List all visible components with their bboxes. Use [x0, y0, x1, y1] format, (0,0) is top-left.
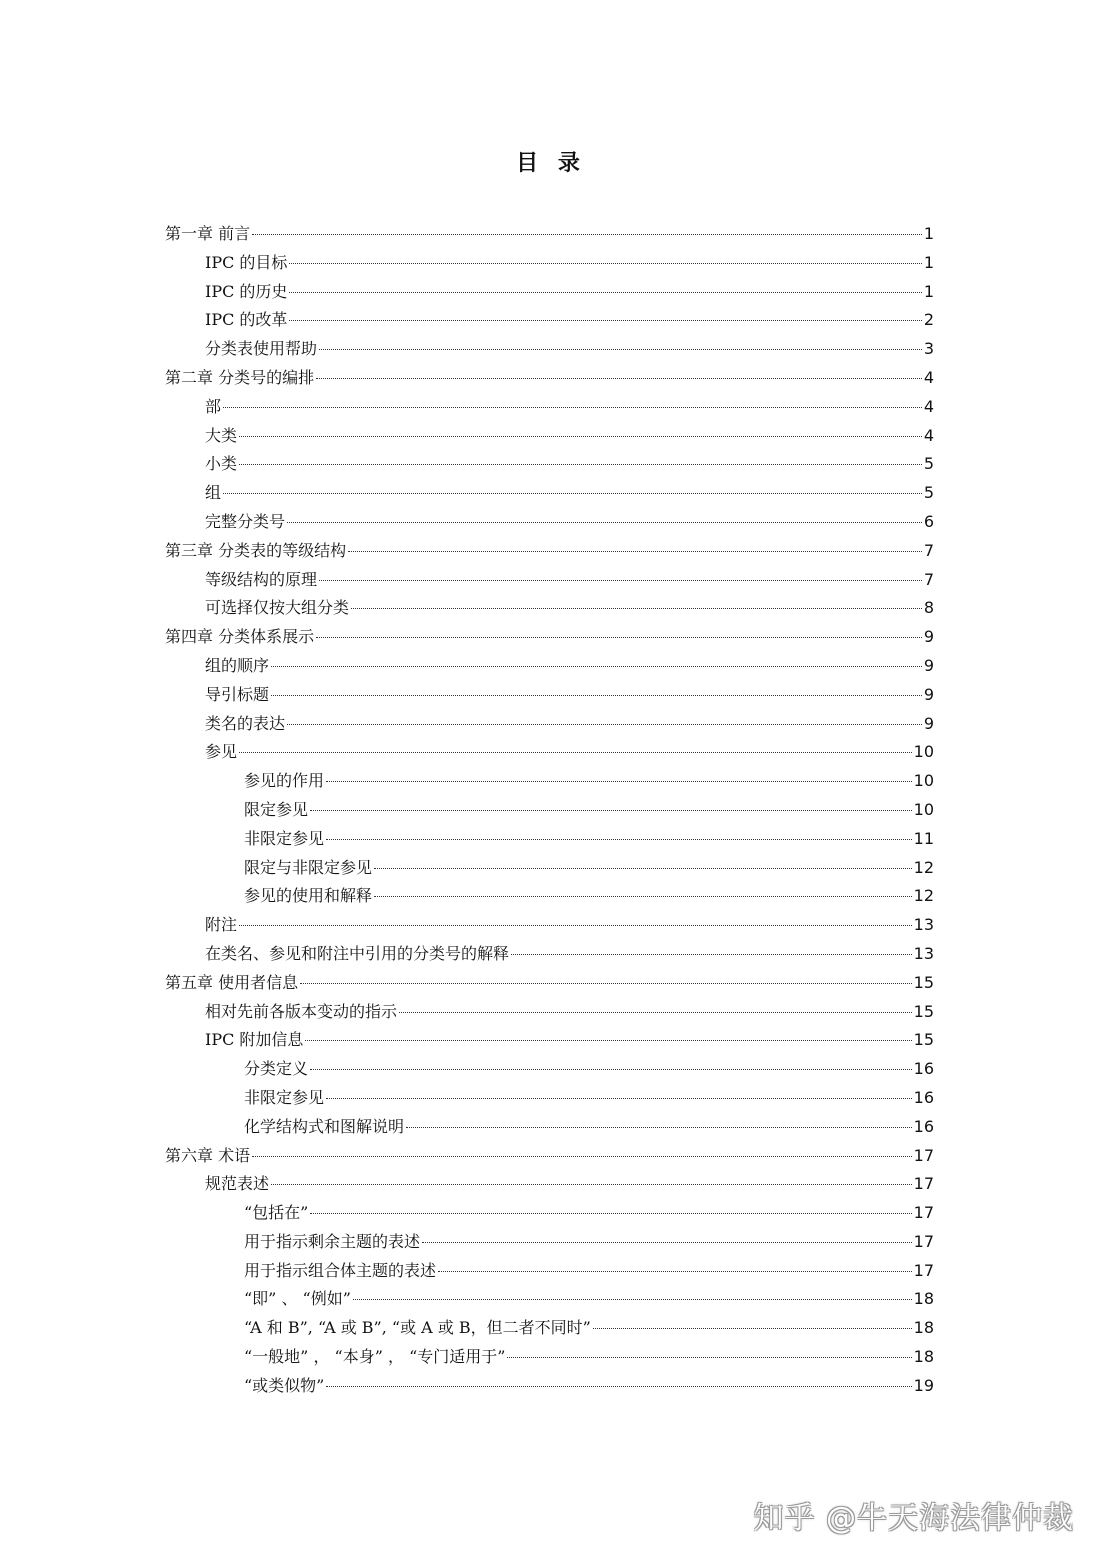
toc-entry-page-number: 12	[913, 857, 934, 877]
toc-entry-title: 分类表使用帮助	[205, 339, 318, 359]
toc-entry-page-number: 10	[913, 742, 934, 762]
toc-dot-leader	[399, 1012, 912, 1013]
toc-dot-leader	[326, 781, 912, 782]
toc-entry-page-number: 7	[923, 569, 934, 589]
toc-dot-leader	[348, 551, 922, 552]
toc-entry-title: 附注	[205, 915, 238, 935]
toc-entry-title: 在类名、参见和附注中引用的分类号的解释	[205, 943, 510, 963]
toc-entry-title: 限定参见	[244, 799, 309, 819]
toc-entry[interactable]	[165, 566, 934, 595]
toc-dot-leader	[326, 1098, 912, 1099]
toc-dot-leader	[223, 407, 922, 408]
toc-entry[interactable]	[165, 969, 934, 998]
toc-entry[interactable]	[165, 738, 934, 767]
toc-entry-title: 用于指示组合体主题的表述	[244, 1260, 437, 1280]
watermark: 知乎 @牛天海法律仲裁	[753, 1501, 1074, 1536]
toc-dot-leader	[326, 1386, 911, 1387]
toc-entry-title: IPC 附加信息	[205, 1030, 304, 1050]
toc-dot-leader	[252, 1156, 912, 1157]
toc-entry[interactable]	[165, 393, 934, 422]
toc-entry-title: 组	[205, 483, 222, 503]
toc-entry-title: 第一章 前言	[165, 224, 251, 243]
toc-entry-page-number: 5	[923, 454, 934, 474]
toc-entry-title: 第五章 使用者信息	[165, 972, 299, 992]
toc-entry-title: 第二章 分类号的编排	[165, 367, 315, 387]
toc-entry-title: 非限定参见	[244, 1087, 325, 1107]
toc-dot-leader	[593, 1328, 912, 1329]
toc-entry-page-number: 9	[923, 655, 934, 675]
toc-entry-page-number: 18	[913, 1318, 934, 1338]
toc-dot-leader	[271, 666, 922, 667]
toc-entry[interactable]	[165, 422, 934, 451]
toc-dot-leader	[507, 1357, 911, 1358]
toc-dot-leader	[289, 292, 921, 293]
toc-dot-leader	[271, 695, 922, 696]
toc-entry-title: 参见的作用	[244, 771, 325, 791]
toc-entry-title: 限定与非限定参见	[244, 857, 373, 877]
toc-dot-leader	[305, 1040, 911, 1041]
toc-entry-title: 相对先前各版本变动的指示	[205, 1001, 398, 1021]
toc-entry[interactable]	[165, 796, 934, 825]
toc-entry-page-number: 17	[913, 1203, 934, 1223]
toc-dot-leader	[287, 522, 922, 523]
toc-entry-title: 化学结构式和图解说明	[244, 1116, 405, 1136]
table-of-contents	[165, 220, 934, 1401]
toc-dot-leader	[406, 1127, 912, 1128]
toc-entry-page-number: 4	[923, 367, 934, 387]
toc-dot-leader	[316, 378, 922, 379]
toc-entry[interactable]	[165, 1142, 934, 1171]
toc-entry-title: IPC 的目标	[205, 252, 288, 272]
toc-entry-title: 用于指示剩余主题的表述	[244, 1231, 421, 1251]
toc-entry[interactable]	[165, 1285, 934, 1314]
toc-entry-page-number: 4	[923, 396, 934, 416]
toc-entry[interactable]	[165, 1314, 934, 1343]
toc-entry-page-number: 1	[923, 252, 934, 272]
toc-entry-page-number: 15	[913, 972, 934, 992]
toc-entry-title: 参见的使用和解释	[244, 886, 373, 906]
toc-entry-title: IPC 的历史	[205, 281, 288, 301]
toc-entry[interactable]	[165, 767, 934, 796]
toc-entry-title: 第四章 分类体系展示	[165, 627, 315, 647]
toc-dot-leader	[319, 580, 922, 581]
toc-dot-leader	[316, 637, 922, 638]
toc-entry-page-number: 19	[913, 1375, 934, 1395]
toc-entry[interactable]	[165, 1343, 934, 1372]
toc-entry[interactable]	[165, 364, 934, 393]
toc-entry-page-number: 13	[913, 943, 934, 963]
toc-dot-leader	[438, 1271, 912, 1272]
toc-entry-title: 非限定参见	[244, 828, 325, 848]
toc-entry-title: “即” 、 “例如”	[244, 1289, 351, 1309]
toc-dot-leader	[289, 320, 921, 321]
toc-entry-page-number: 16	[913, 1116, 934, 1136]
toc-entry[interactable]	[165, 1113, 934, 1142]
toc-entry[interactable]	[165, 594, 934, 623]
toc-entry[interactable]	[165, 278, 934, 307]
toc-entry-title: 部	[205, 396, 222, 416]
toc-dot-leader	[353, 1299, 912, 1300]
toc-entry-title: 组的顺序	[205, 655, 270, 675]
toc-entry-page-number: 3	[923, 339, 934, 359]
toc-entry-title: 可选择仅按大组分类	[205, 598, 350, 618]
toc-dot-leader	[239, 752, 912, 753]
toc-dot-leader	[287, 724, 922, 725]
toc-entry-page-number: 4	[923, 425, 934, 445]
toc-dot-leader	[374, 868, 912, 869]
toc-dot-leader	[511, 954, 912, 955]
toc-entry-page-number: 17	[913, 1231, 934, 1251]
toc-entry-page-number: 6	[923, 511, 934, 531]
toc-entry-title: 第六章 术语	[165, 1145, 251, 1165]
toc-entry[interactable]	[165, 710, 934, 739]
toc-entry-page-number: 17	[913, 1174, 934, 1194]
toc-entry-title: “一般地” ， “本身” ， “专门适用于”	[244, 1347, 506, 1367]
toc-entry[interactable]	[165, 1170, 934, 1199]
toc-entry-page-number: 12	[913, 886, 934, 906]
toc-entry-page-number: 1	[923, 224, 934, 243]
toc-entry[interactable]	[165, 306, 934, 335]
page-title: 目 录	[516, 151, 586, 176]
toc-entry[interactable]	[165, 854, 934, 883]
toc-entry[interactable]	[165, 1372, 934, 1401]
toc-dot-leader	[374, 896, 912, 897]
toc-entry-title: 分类定义	[244, 1059, 309, 1079]
toc-entry-title: IPC 的改革	[205, 310, 288, 330]
toc-entry-page-number: 8	[923, 598, 934, 618]
toc-dot-leader	[223, 493, 922, 494]
toc-dot-leader	[310, 1069, 912, 1070]
toc-entry-title: “包括在”	[244, 1203, 309, 1223]
toc-entry-title: 参见	[205, 742, 238, 762]
toc-entry-page-number: 10	[913, 799, 934, 819]
toc-entry[interactable]	[165, 1199, 934, 1228]
toc-dot-leader	[300, 983, 912, 984]
toc-entry[interactable]	[165, 825, 934, 854]
toc-dot-leader	[351, 608, 922, 609]
toc-entry[interactable]	[165, 652, 934, 681]
toc-entry[interactable]	[165, 220, 934, 249]
toc-dot-leader	[422, 1242, 912, 1243]
toc-entry-page-number: 11	[913, 828, 934, 848]
toc-entry-page-number: 5	[923, 483, 934, 503]
toc-entry-page-number: 9	[923, 713, 934, 733]
toc-entry[interactable]	[165, 940, 934, 969]
toc-entry[interactable]	[165, 1026, 934, 1055]
toc-entry[interactable]	[165, 623, 934, 652]
toc-entry-title: 规范表述	[205, 1174, 270, 1194]
toc-entry-title: “A 和 B”, “A 或 B”, “或 A 或 B，但二者不同时”	[244, 1318, 591, 1338]
toc-entry-page-number: 7	[923, 540, 934, 560]
toc-dot-leader	[239, 464, 922, 465]
toc-entry-title: 等级结构的原理	[205, 569, 318, 589]
toc-entry-title: 第三章 分类表的等级结构	[165, 540, 347, 560]
toc-entry-title: 导引标题	[205, 684, 270, 704]
toc-entry-title: 完整分类号	[205, 511, 286, 531]
toc-dot-leader	[310, 810, 912, 811]
toc-dot-leader	[271, 1184, 912, 1185]
toc-entry-page-number: 18	[913, 1289, 934, 1309]
toc-entry-page-number: 13	[913, 915, 934, 935]
toc-entry-page-number: 9	[923, 684, 934, 704]
toc-entry-page-number: 1	[923, 281, 934, 301]
toc-entry[interactable]	[165, 998, 934, 1027]
toc-entry-page-number: 18	[913, 1347, 934, 1367]
toc-entry[interactable]	[165, 508, 934, 537]
toc-entry[interactable]	[165, 479, 934, 508]
toc-entry-page-number: 9	[923, 627, 934, 647]
toc-entry-title: “或类似物”	[244, 1375, 325, 1395]
toc-entry[interactable]	[165, 1228, 934, 1257]
toc-entry-title: 小类	[205, 454, 238, 474]
toc-dot-leader	[310, 1213, 911, 1214]
toc-entry-title: 类名的表达	[205, 713, 286, 733]
toc-entry-page-number: 15	[913, 1030, 934, 1050]
toc-entry-title: 大类	[205, 425, 238, 445]
toc-entry[interactable]	[165, 882, 934, 911]
toc-entry[interactable]	[165, 450, 934, 479]
toc-entry[interactable]	[165, 1055, 934, 1084]
toc-dot-leader	[239, 925, 912, 926]
toc-entry[interactable]	[165, 1084, 934, 1113]
toc-entry[interactable]	[165, 681, 934, 710]
toc-dot-leader	[289, 263, 921, 264]
toc-entry[interactable]	[165, 537, 934, 566]
toc-entry-page-number: 17	[913, 1145, 934, 1165]
toc-entry-page-number: 15	[913, 1001, 934, 1021]
toc-entry-page-number: 16	[913, 1059, 934, 1079]
toc-entry-page-number: 16	[913, 1087, 934, 1107]
toc-dot-leader	[326, 839, 912, 840]
toc-dot-leader	[239, 436, 922, 437]
toc-entry-page-number: 10	[913, 771, 934, 791]
toc-entry[interactable]	[165, 249, 934, 278]
toc-entry[interactable]	[165, 1257, 934, 1286]
toc-entry[interactable]	[165, 911, 934, 940]
toc-dot-leader	[319, 349, 922, 350]
toc-entry[interactable]	[165, 335, 934, 364]
toc-dot-leader	[252, 234, 922, 235]
toc-entry-page-number: 2	[923, 310, 934, 330]
toc-entry-page-number: 17	[913, 1260, 934, 1280]
